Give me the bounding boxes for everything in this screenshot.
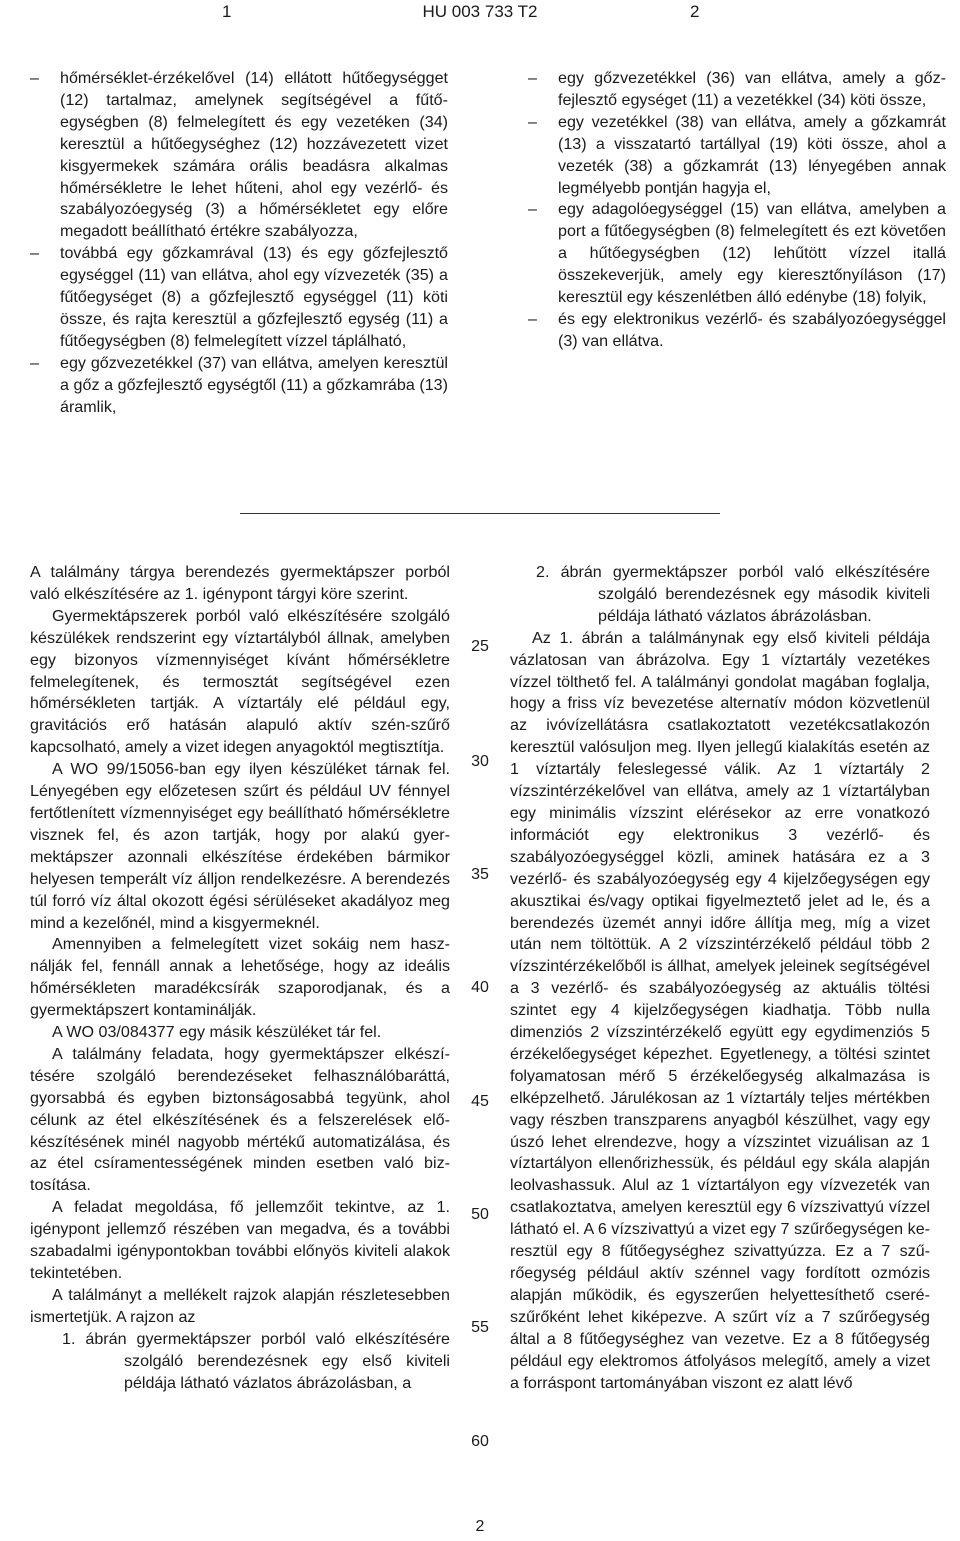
- figure-description: 1. ábrán gyermektápszer porból való elkészítésére szolgáló berendezésnek egy első kiviteli példája látható vázlatos ábrázolásban, a: [62, 1329, 450, 1392]
- section-divider: [240, 513, 720, 514]
- line-number: 60: [471, 1433, 489, 1450]
- line-number: 55: [471, 1319, 489, 1336]
- claim-item: – továbbá egy gőzkamrával (13) és egy gőzfejlesztő egységgel (11) van ellátva, ahol egy vízvezeték (35) a fűtőegységet (8) a gőzfejlesztő egységgel (11) köti össze, és rajta keresztül a gőzfejlesztő egység (11) a fűtőegységben (8) felmelegített vízzel táplálható,: [30, 244, 448, 350]
- line-number: 50: [471, 1206, 489, 1223]
- dash-bullet: –: [528, 309, 537, 328]
- claims-left-column: [30, 68, 448, 419]
- line-number: 45: [471, 1093, 489, 1110]
- header-right-page-number: 2: [690, 2, 700, 21]
- dash-bullet: –: [528, 200, 537, 219]
- claim-item: – és egy elektronikus vezérlő- és szabályozóegységgel (3) van ellátva.: [528, 309, 946, 350]
- description-left-column: [30, 562, 450, 1394]
- claim-item: – egy adagolóegységgel (15) van ellátva, amelyben a port a fűtőegységben (8) felmelegített és ezt követően a hűtőegységben (12) lehűtött vízzel itallá összekeverjük, amely egy kieresztőnyíláson (17) keresztül egy készenlétben álló edénybe (18) folyik,: [528, 200, 946, 307]
- paragraph: A találmány feladata, hogy gyermektápszer elkészítésére szolgáló berendezéseket felhasználóbaráttá, gyorsabbá és egyben biztonságosabbá tegyünk, ahol célunk az étel elkészítésének és a felszerelések előkészítésének minél nagyobb mértékű automatizálása, és az étel csíramentességének minden esetben való biztosítása.: [30, 1044, 450, 1195]
- paragraph: A WO 99/15056-ban egy ilyen készüléket tárnak fel. Lényegében egy előzetesen szűrt és például UV fénnyel fertőtlenített vízmennyiséget egy beállítható hőmérsékletre visznek fel, és azon tartják, hogy por alakú gyermektápszer azonnali elkészítése érdekében bármikor helyesen temperált víz álljon rendelkezésre. A berendezés túl forró víz által okozott égési sérüléseket akadályoz meg mind a kezelőnél, mind a kisgyermeknél.: [30, 760, 450, 932]
- claim-item: – hőmérséklet-érzékelővel (14) ellátott hűtőegységget (12) tartalmaz, amelynek segítségével a fűtőegységben (8) felmelegített és egy vezetéken (34) keresztül a hűtőegységhez (12) hozzávezetett vizet kisgyermekek számára orális beadásra alkalmas hőmérsékletre le lehet hűteni, ahol egy vezérlő- és szabályozóegység (3) a hőmérsékletet egy előre megadott beállítható értékre szabályozza,: [30, 69, 448, 241]
- dash-bullet: –: [528, 112, 537, 131]
- claim-item: – egy gőzvezetékkel (37) van ellátva, amelyen keresztül a gőz a gőzfejlesztő egységtől (11) a gőzkamrába (13) áramlik,: [30, 353, 448, 416]
- dash-bullet: –: [528, 69, 537, 87]
- line-number: 30: [471, 753, 489, 770]
- paragraph: A WO 03/084377 egy másik készüléket tár fel.: [52, 1023, 382, 1042]
- dash-bullet: –: [30, 353, 39, 372]
- figure-description: 2. ábrán gyermektápszer porból való elkészítésére szolgáló berendezésnek egy második kiviteli példája látható vázlatos ábrázolásban.: [536, 563, 930, 625]
- paragraph: Gyermektápszerek porból való elkészítésére szolgáló készülékek rendszerint egy víztartályból állnak, amelyben egy bizonyos vízmennyiséget kívánt hőmérsékletre felmelegítenek, és termosztát segítségével ezen hőmérsékleten tartják. A víztartály elé például egy, gravitációs erő hatásán alapuló aktív szén-szűrő kapcsolható, amely a vizet idegen anyagoktól megtisztítja.: [30, 606, 450, 757]
- line-number: 40: [471, 979, 489, 996]
- paragraph: Az 1. ábrán a találmánynak egy első kiviteli példája vázlatosan van ábrázolva. Egy 1 víztartály vezetékes vízzel tölthető fel. A találmányi gondolat magában foglalja, hogy a friss víz bevezetése alternatív módon közvetlenül az ivóvízellátásra csatlakoztatott vezetékcsatlakozón keresztül valósuljon meg. Ilyen jellegű kialakítás esetén az 1 víztartály feleslegessé válik. Az 1 víztartály 2 vízszintérzékelővel van ellátva, amely az 1 víztartályban egy minimális vízszint elérésekor az erre vonatkozó információt egy elektronikus 3 vezérlő- és szabályozóegységgel közli, aminek hatására ez a 3 vezérlő- és szabályozóegység egy 4 kijelzőegységen egy akusztikai és/vagy optikai figyelmeztető jelet ad le, és a berendezés üzemét annyi időre állítja meg, míg a vizet után nem töltöttük. A 2 vízszintérzékelő például több 2 vízszintérzékelőből is állhat, amelyek jeleinek segítségével a 3 vezérlő- és szabályozóegység az aktuális töltési szintet egy 4 kijelzőegységen kiadhatja. Több nulla dimenziós 2 vízszintérzékelő együtt egy egydimenziós 5 érzékelőegységet képezhet. Egyetlenegy, a töltési szintet folyamatosan mérő 5 érzékelőegység alkalmazása is elképzelhető. Járulékosan az 1 víztartály teljes mértékben vagy részben transzparens anyagból készülhet, vagy egy úszó lehet elrendezve, hogy a vízszintet vizuálisan az 1 víztartályon ellenőrizhessük, és például egy skála alapján leolvashassuk. Alul az 1 víztartályon egy vízvezeték van csatlakoztatva, amelyen keresztül egy 6 vízszivattyú vízzel látható el. A 6 vízszivattyú a vizet egy 7 szűrőegységen keresztül egy 8 fűtőegységhez szivattyúzza. Ez a 7 szűrőegység például aktív szénnel vagy fordított ozmózis alapján működik, és egyszerűen helyettesíthető cserészűrőként lehet kiképezve. A szűrt víz a 7 szűrőegység által a 8 fűtőegységhez van vezetve. Ez a 8 fűtőegység például egy elektromos átfolyásos melegítő, amely a vizet a forráspont tartományában viszont ez alatt lévő: [510, 628, 930, 1392]
- footer-page-number: 2: [475, 1518, 485, 1535]
- paragraph: A találmány tárgya berendezés gyermektápszer porból való elkészítésére az 1. igénypont tárgyi köre szerint.: [30, 563, 450, 603]
- description-right-column: [510, 562, 930, 1394]
- claim-item: – egy vezetékkel (38) van ellátva, amely a gőzkamrát (13) a visszatartó tartállyal (19) köti össze, ahol a vezeték (38) a gőzkamrát (13) lényegében annak legmélyebb pontján hagyja el,: [528, 112, 946, 197]
- paragraph: Amennyiben a felmelegített vizet sokáig nem használják fel, fennáll annak a lehetősége, hogy az ideális hőmérsékleten maradékcsírák szaporodjanak, és a gyermektápszert kontaminálják.: [30, 935, 450, 1020]
- header-document-number: HU 003 733 T2: [422, 2, 538, 21]
- claim-item: – egy gőzvezetékkel (36) van ellátva, amely a gőzfejlesztő egységet (11) a vezetékkel (34) köti össze,: [528, 69, 946, 109]
- header-left-page-number: 1: [222, 2, 232, 21]
- claims-right-column: [528, 68, 946, 353]
- paragraph: A feladat megoldása, fő jellemzőit tekintve, az 1. igénypont jellemző részében van megadva, és a további szabadalmi igénypontokban további előnyös kiviteli alakok tekintetében.: [30, 1198, 450, 1282]
- line-number: 25: [471, 638, 489, 655]
- dash-bullet: –: [30, 69, 39, 87]
- line-number: 35: [471, 866, 489, 883]
- paragraph: A találmányt a mellékelt rajzok alapján részletesebben ismertetjük. A rajzon az: [30, 1285, 450, 1326]
- dash-bullet: –: [30, 244, 39, 263]
